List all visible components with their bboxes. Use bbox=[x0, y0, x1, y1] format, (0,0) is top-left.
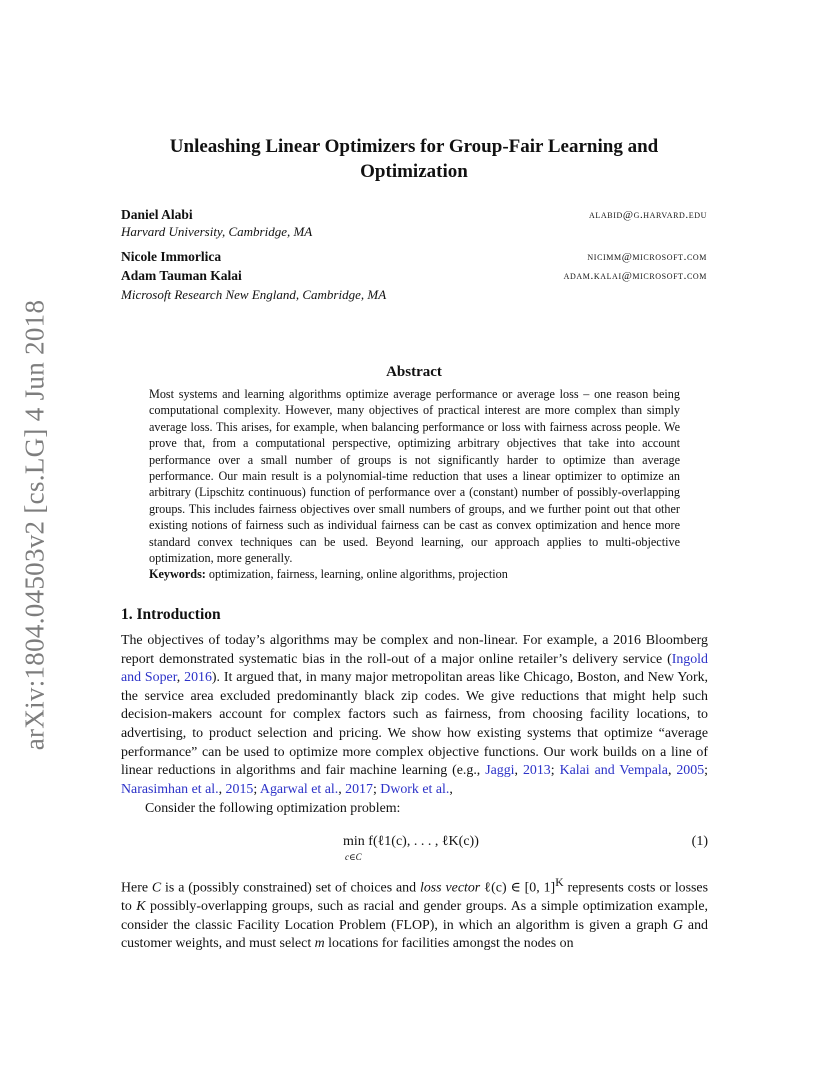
text-run: ; bbox=[704, 763, 708, 779]
text-run: ). It argued that, in many major metropolitan areas like Chicago, Boston, and New York, the service area excluded predominantly black zip codes. We give reductions that might help such decision-makers account for complex factors such as fairness, from choosing facility locations, to advertising, to product selection and pricing. We show how existing systems that optimize “average performance” can be used to optimize more complex objective functions. Our work builds on a line of linear reductions in algorithms and fair machine learning (e.g., bbox=[121, 670, 708, 779]
author-name: Adam Tauman Kalai bbox=[121, 268, 242, 283]
text-run: is a (possibly constrained) set of choices and bbox=[161, 880, 420, 896]
citation-link[interactable]: Kalai and Vempala bbox=[559, 763, 668, 779]
citation-link[interactable]: 2005 bbox=[676, 763, 705, 779]
citation-link[interactable]: 2017 bbox=[345, 781, 373, 797]
abstract-heading: Abstract bbox=[386, 364, 442, 380]
author-email: adam.kalai@microsoft.com bbox=[563, 270, 707, 282]
intro-paragraph-3 bbox=[121, 874, 708, 954]
text-run: ; bbox=[253, 781, 260, 797]
text-run: represents costs or losses to bbox=[121, 880, 709, 915]
equation-body: min f(ℓ1(c), . . . , ℓK(c)) bbox=[343, 834, 479, 849]
paper-title: Unleashing Linear Optimizers for Group-Fair Learning and Optimization bbox=[169, 136, 659, 182]
equation-number: (1) bbox=[691, 834, 708, 849]
text-run: , bbox=[218, 781, 226, 797]
abstract-text: Most systems and learning algorithms optimize average performance or average loss – one reason being computational complexity. However, many objectives of practical interest are more complex than simply average loss. This arises, for example, when balancing performance or loss with fairness across people. We prove that, from a computational perspective, optimizing arbitrary objectives that take into account performance over a small number of groups is not significantly harder to optimize than average performance. Our main result is a polynomial-time reduction that uses a linear optimizer to optimize an arbitrary (Lipschitz continuous) function of performance over a (constant) number of possibly-overlapping groups. This includes fairness objectives over small numbers of groups, and we further point out that other existing notions of fairness such as individual fairness can be cast as convex optimization and hence more standard convex techniques can be used. Beyond learning, our approach applies to multi-objective optimization, more generally. bbox=[149, 387, 680, 566]
text-run: ; bbox=[372, 781, 381, 797]
citation-link[interactable]: Narasimhan et al. bbox=[121, 781, 219, 797]
text-run: possibly-overlapping groups, such as racial and gender groups. As a simple optimization example, consider the classic Facility Location Problem (FLOP), in which an algorithm is given a graph bbox=[121, 899, 708, 933]
equation-subscript: c∈C bbox=[345, 852, 362, 862]
math-var: K bbox=[136, 899, 146, 915]
text-run: , bbox=[338, 781, 346, 797]
citation-link[interactable]: 2016 bbox=[184, 670, 212, 686]
math-var: G bbox=[672, 917, 683, 933]
citation-link[interactable]: Dwork et al. bbox=[380, 781, 450, 797]
math-var: C bbox=[151, 880, 162, 896]
text-run: , bbox=[514, 763, 523, 779]
text-run: , bbox=[667, 763, 677, 779]
citation-link[interactable]: 2015 bbox=[225, 781, 254, 797]
text-run: locations for facilities amongst the nodes on bbox=[324, 936, 574, 952]
text-run: and customer weights, and must select bbox=[121, 917, 708, 952]
text-run: , bbox=[449, 781, 453, 797]
text-run: Here bbox=[121, 880, 152, 896]
math-expr: ℓ(c) ∈ [0, 1] bbox=[480, 880, 556, 896]
citation-link[interactable]: Ingold and Soper bbox=[121, 651, 708, 686]
author-name: Daniel Alabi bbox=[121, 207, 193, 222]
text-run: , bbox=[176, 670, 185, 686]
citation-link[interactable]: Agarwal et al. bbox=[259, 781, 339, 797]
arxiv-watermark bbox=[12, 290, 58, 760]
keywords-label: Keywords: bbox=[149, 567, 206, 581]
equation-1 bbox=[121, 831, 708, 861]
citation-link[interactable]: Jaggi bbox=[485, 763, 515, 779]
keywords bbox=[149, 566, 680, 582]
math-sup: K bbox=[555, 876, 564, 889]
author-affiliation: Microsoft Research New England, Cambridge, MA bbox=[121, 287, 387, 302]
author-name: Nicole Immorlica bbox=[121, 249, 222, 264]
citation-link[interactable]: 2013 bbox=[522, 763, 551, 779]
intro-paragraph bbox=[121, 632, 708, 799]
arxiv-id: arXiv:1804.04503v2 [cs.LG] 4 Jun 2018 bbox=[19, 299, 50, 751]
math-var: m bbox=[314, 936, 325, 952]
author-email: nicimm@microsoft.com bbox=[587, 251, 707, 263]
keywords-list: optimization, fairness, learning, online algorithms, projection bbox=[208, 567, 508, 581]
author-email: alabid@g.harvard.edu bbox=[589, 209, 707, 221]
text-run: ; bbox=[550, 763, 560, 779]
intro-paragraph-2: Consider the following optimization problem: bbox=[145, 801, 401, 816]
text-run: The objectives of today’s algorithms may be complex and non-linear. For example, a 2016 Bloomberg report demonstrated systematic bias in the roll-out of a major online retailer’s delivery service ( bbox=[121, 633, 708, 667]
author-affiliation: Harvard University, Cambridge, MA bbox=[121, 224, 313, 239]
emphasis: loss vector bbox=[419, 880, 481, 896]
section-heading: 1. Introduction bbox=[121, 606, 221, 623]
